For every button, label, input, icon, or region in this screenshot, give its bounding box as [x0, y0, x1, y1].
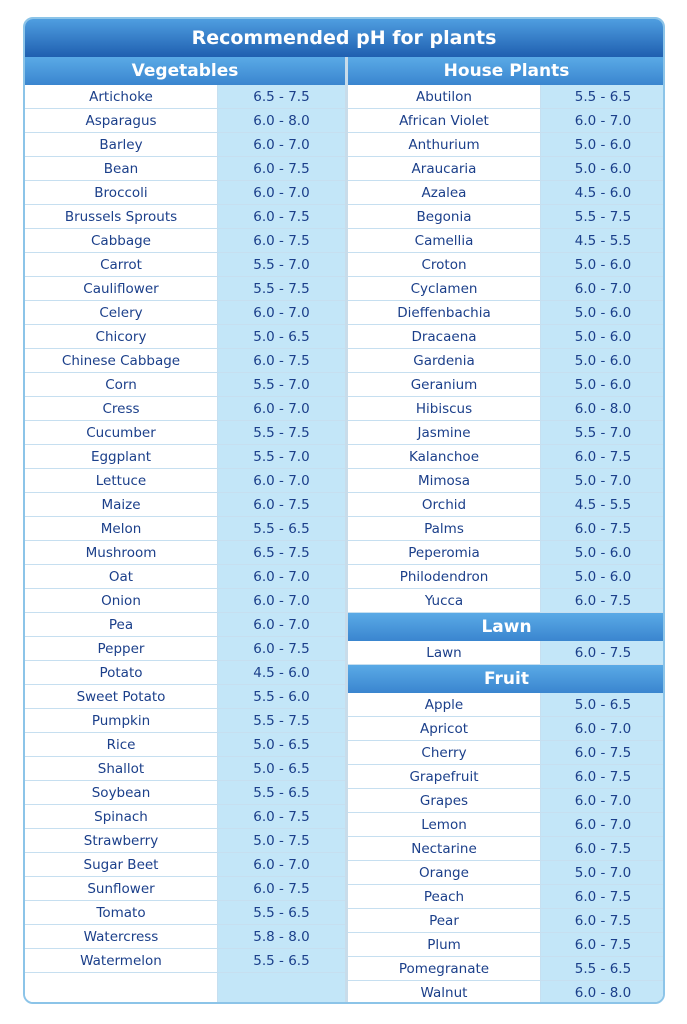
ph-range: 5.5 - 7.5: [218, 709, 345, 732]
ph-range: 5.5 - 6.5: [541, 85, 665, 108]
table-row: [25, 253, 345, 277]
table-row: [348, 181, 665, 205]
fruit-rows: [348, 693, 665, 1004]
plant-name: Pomegranate: [348, 957, 541, 980]
table-row: [25, 445, 345, 469]
plant-name: Kalanchoe: [348, 445, 541, 468]
ph-range: 6.0 - 7.5: [541, 933, 665, 956]
table-row: [25, 829, 345, 853]
vegetables-rows: [25, 85, 345, 973]
plant-name: Asparagus: [25, 109, 218, 132]
ph-range: 6.0 - 7.0: [218, 613, 345, 636]
table-row: [25, 133, 345, 157]
vegetables-header: Vegetables: [25, 57, 345, 85]
page-title: Recommended pH for plants: [25, 19, 663, 57]
table-row: [25, 565, 345, 589]
plant-name: Carrot: [25, 253, 218, 276]
plant-name: Watermelon: [25, 949, 218, 972]
table-row: [25, 925, 345, 949]
plant-name: Grapefruit: [348, 765, 541, 788]
plant-name: Broccoli: [25, 181, 218, 204]
ph-range: 6.0 - 7.0: [218, 397, 345, 420]
plant-name: Apple: [348, 693, 541, 716]
plant-name: Grapes: [348, 789, 541, 812]
table-row: [348, 789, 665, 813]
table-row: [348, 469, 665, 493]
table-row: [25, 421, 345, 445]
table-row: [348, 909, 665, 933]
table-row: [348, 445, 665, 469]
plant-name: Barley: [25, 133, 218, 156]
lawn-rows: [348, 641, 665, 665]
plant-name: Gardenia: [348, 349, 541, 372]
ph-range: 6.0 - 7.0: [218, 133, 345, 156]
plant-name: Chinese Cabbage: [25, 349, 218, 372]
plant-name: Maize: [25, 493, 218, 516]
table-row: [25, 205, 345, 229]
ph-range: 6.0 - 7.5: [218, 805, 345, 828]
table-row: [348, 765, 665, 789]
plant-name: Cucumber: [25, 421, 218, 444]
ph-range: 5.0 - 6.0: [541, 349, 665, 372]
table-row: [348, 229, 665, 253]
ph-range: 6.0 - 7.0: [541, 789, 665, 812]
table-row: [25, 493, 345, 517]
ph-range: 5.0 - 7.0: [541, 469, 665, 492]
ph-range: 6.0 - 7.0: [541, 813, 665, 836]
plant-name: Sunflower: [25, 877, 218, 900]
plant-name: Onion: [25, 589, 218, 612]
table-row: [348, 277, 665, 301]
ph-range: 5.5 - 6.5: [218, 901, 345, 924]
table-row: [348, 541, 665, 565]
ph-range: 6.0 - 7.5: [541, 517, 665, 540]
ph-range: 5.5 - 7.0: [218, 445, 345, 468]
ph-range: 6.0 - 7.5: [218, 637, 345, 660]
table-row: [25, 277, 345, 301]
ph-range: 5.5 - 6.5: [218, 517, 345, 540]
ph-range: 6.0 - 8.0: [541, 397, 665, 420]
ph-range: 6.5 - 7.5: [218, 85, 345, 108]
ph-range: 6.5 - 7.5: [218, 541, 345, 564]
plant-name: Azalea: [348, 181, 541, 204]
table-row: [348, 301, 665, 325]
ph-range: 6.0 - 7.5: [541, 641, 665, 664]
table-row: [25, 805, 345, 829]
plant-name: Begonia: [348, 205, 541, 228]
ph-range: 6.0 - 7.5: [218, 877, 345, 900]
plant-name: Geranium: [348, 373, 541, 396]
plant-name: Brussels Sprouts: [25, 205, 218, 228]
plant-name: Dieffenbachia: [348, 301, 541, 324]
table-row: [348, 493, 665, 517]
ph-range: 4.5 - 5.5: [541, 493, 665, 516]
plant-name: Abutilon: [348, 85, 541, 108]
table-row: [25, 325, 345, 349]
plant-name: Anthurium: [348, 133, 541, 156]
plant-name: Strawberry: [25, 829, 218, 852]
table-row: [25, 157, 345, 181]
table-row: [25, 397, 345, 421]
vegetables-column: [25, 57, 345, 1003]
table-row: [25, 469, 345, 493]
table-row: [25, 733, 345, 757]
plant-name: African Violet: [348, 109, 541, 132]
ph-range: 5.0 - 6.0: [541, 325, 665, 348]
table-row: [25, 373, 345, 397]
plant-name: Chicory: [25, 325, 218, 348]
table-row: [25, 589, 345, 613]
ph-range: 5.5 - 7.0: [218, 253, 345, 276]
ph-range: 6.0 - 7.5: [218, 229, 345, 252]
plant-name: Mimosa: [348, 469, 541, 492]
table-row: [348, 957, 665, 981]
ph-range: 6.0 - 8.0: [218, 109, 345, 132]
table-row: [25, 85, 345, 109]
ph-range: 5.5 - 7.5: [541, 205, 665, 228]
table-row: [25, 877, 345, 901]
ph-range: 5.5 - 6.5: [541, 957, 665, 980]
house-plants-header: House Plants: [348, 57, 665, 85]
plant-name: Potato: [25, 661, 218, 684]
ph-range: 5.5 - 6.5: [218, 781, 345, 804]
plant-name: Eggplant: [25, 445, 218, 468]
table-row: [348, 85, 665, 109]
ph-range: 5.0 - 6.0: [541, 541, 665, 564]
plant-name: Pea: [25, 613, 218, 636]
ph-range: 5.5 - 7.0: [218, 373, 345, 396]
table-row: [348, 205, 665, 229]
ph-range: 6.0 - 7.5: [541, 837, 665, 860]
table-row: [25, 229, 345, 253]
table-row: [348, 421, 665, 445]
ph-range: 6.0 - 7.5: [541, 445, 665, 468]
ph-range: 6.0 - 7.0: [218, 853, 345, 876]
plant-name: Palms: [348, 517, 541, 540]
table-row: [25, 685, 345, 709]
table-row: [25, 901, 345, 925]
plant-name: Cyclamen: [348, 277, 541, 300]
table-row: [348, 253, 665, 277]
right-column: [348, 57, 665, 1004]
plant-name: Camellia: [348, 229, 541, 252]
ph-range: 4.5 - 5.5: [541, 229, 665, 252]
plant-name: Apricot: [348, 717, 541, 740]
plant-name: Walnut: [348, 981, 541, 1004]
plant-name: Yucca: [348, 589, 541, 612]
ph-range: 6.0 - 7.0: [218, 589, 345, 612]
table-row: [25, 349, 345, 373]
ph-range: 5.0 - 6.5: [218, 325, 345, 348]
plant-name: Plum: [348, 933, 541, 956]
plant-name: Cress: [25, 397, 218, 420]
table-row: [348, 517, 665, 541]
table-row: [348, 133, 665, 157]
table-row: [348, 641, 665, 665]
ph-range: 6.0 - 7.0: [218, 181, 345, 204]
table-row: [348, 157, 665, 181]
ph-range: 5.5 - 6.5: [218, 949, 345, 972]
ph-range: 6.0 - 7.0: [218, 301, 345, 324]
ph-range: 5.0 - 6.0: [541, 253, 665, 276]
plant-name: Lettuce: [25, 469, 218, 492]
ph-range: 5.0 - 6.0: [541, 301, 665, 324]
house-plants-rows: [348, 85, 665, 613]
table-row: [25, 181, 345, 205]
table-row: [348, 349, 665, 373]
plant-name: Pepper: [25, 637, 218, 660]
table-row: [348, 885, 665, 909]
table-row: [348, 933, 665, 957]
ph-range: 6.0 - 7.5: [541, 741, 665, 764]
plant-name: Spinach: [25, 805, 218, 828]
plant-name: Oat: [25, 565, 218, 588]
plant-name: Cherry: [348, 741, 541, 764]
plant-name: Orchid: [348, 493, 541, 516]
ph-range: 5.0 - 6.5: [218, 757, 345, 780]
plant-name: Sugar Beet: [25, 853, 218, 876]
ph-range: 5.0 - 7.5: [218, 829, 345, 852]
plant-name: Lemon: [348, 813, 541, 836]
table-row: [25, 949, 345, 973]
table-row: [25, 661, 345, 685]
table-row: [348, 693, 665, 717]
ph-range: 6.0 - 7.0: [541, 717, 665, 740]
plant-name: Bean: [25, 157, 218, 180]
table-row: [348, 717, 665, 741]
plant-name: Orange: [348, 861, 541, 884]
table-row: [25, 709, 345, 733]
ph-range: 6.0 - 7.5: [541, 589, 665, 612]
plant-name: Pumpkin: [25, 709, 218, 732]
plant-name: Dracaena: [348, 325, 541, 348]
table-row: [348, 397, 665, 421]
ph-range: 5.5 - 7.5: [218, 277, 345, 300]
table-row: [25, 541, 345, 565]
table-row: [348, 325, 665, 349]
table-row: [348, 373, 665, 397]
table-row: [25, 637, 345, 661]
plant-name: Peach: [348, 885, 541, 908]
table-row: [348, 981, 665, 1004]
plant-name: Watercress: [25, 925, 218, 948]
table-row: [25, 781, 345, 805]
table-row: [348, 741, 665, 765]
ph-range: 6.0 - 7.0: [218, 469, 345, 492]
ph-range: 6.0 - 7.0: [541, 277, 665, 300]
plant-name: Hibiscus: [348, 397, 541, 420]
ph-range: 6.0 - 7.5: [541, 885, 665, 908]
ph-range: 6.0 - 7.5: [541, 909, 665, 932]
plant-name: Lawn: [348, 641, 541, 664]
ph-range: 5.0 - 6.0: [541, 565, 665, 588]
plant-name: Soybean: [25, 781, 218, 804]
plant-name: Corn: [25, 373, 218, 396]
plant-name: Philodendron: [348, 565, 541, 588]
plant-name: Nectarine: [348, 837, 541, 860]
plant-name: Mushroom: [25, 541, 218, 564]
ph-range: 6.0 - 7.0: [218, 565, 345, 588]
ph-range: 5.0 - 6.0: [541, 157, 665, 180]
ph-range: 5.8 - 8.0: [218, 925, 345, 948]
fruit-header: Fruit: [348, 665, 665, 693]
ph-range: 5.0 - 6.5: [541, 693, 665, 716]
ph-range: 5.0 - 6.0: [541, 373, 665, 396]
table-row: [25, 517, 345, 541]
table-filler: [25, 973, 345, 1003]
plant-name: Shallot: [25, 757, 218, 780]
ph-range: 6.0 - 7.5: [218, 349, 345, 372]
table-row: [348, 813, 665, 837]
table-row: [25, 301, 345, 325]
ph-range: 6.0 - 8.0: [541, 981, 665, 1004]
table-row: [25, 757, 345, 781]
table-row: [348, 109, 665, 133]
ph-range: 4.5 - 6.0: [541, 181, 665, 204]
table-row: [348, 837, 665, 861]
plant-name: Sweet Potato: [25, 685, 218, 708]
table-row: [25, 109, 345, 133]
ph-range: 6.0 - 7.5: [541, 765, 665, 788]
ph-range: 6.0 - 7.5: [218, 493, 345, 516]
ph-range: 5.5 - 6.0: [218, 685, 345, 708]
table-row: [348, 565, 665, 589]
table-row: [25, 613, 345, 637]
plant-name: Rice: [25, 733, 218, 756]
ph-range: 5.0 - 6.0: [541, 133, 665, 156]
ph-range: 5.0 - 6.5: [218, 733, 345, 756]
plant-name: Jasmine: [348, 421, 541, 444]
table-row: [348, 589, 665, 613]
plant-name: Cabbage: [25, 229, 218, 252]
plant-name: Tomato: [25, 901, 218, 924]
plant-name: Araucaria: [348, 157, 541, 180]
plant-name: Melon: [25, 517, 218, 540]
ph-range: 5.5 - 7.5: [218, 421, 345, 444]
ph-range: 5.0 - 7.0: [541, 861, 665, 884]
plant-name: Artichoke: [25, 85, 218, 108]
plant-name: Cauliflower: [25, 277, 218, 300]
ph-range: 5.5 - 7.0: [541, 421, 665, 444]
plant-name: Pear: [348, 909, 541, 932]
lawn-header: Lawn: [348, 613, 665, 641]
plant-name: Peperomia: [348, 541, 541, 564]
ph-range: 6.0 - 7.5: [218, 157, 345, 180]
table-row: [348, 861, 665, 885]
ph-table-card: [23, 17, 665, 1004]
plant-name: Celery: [25, 301, 218, 324]
ph-range: 4.5 - 6.0: [218, 661, 345, 684]
ph-range: 6.0 - 7.5: [218, 205, 345, 228]
ph-range: 6.0 - 7.0: [541, 109, 665, 132]
plant-name: Croton: [348, 253, 541, 276]
table-row: [25, 853, 345, 877]
